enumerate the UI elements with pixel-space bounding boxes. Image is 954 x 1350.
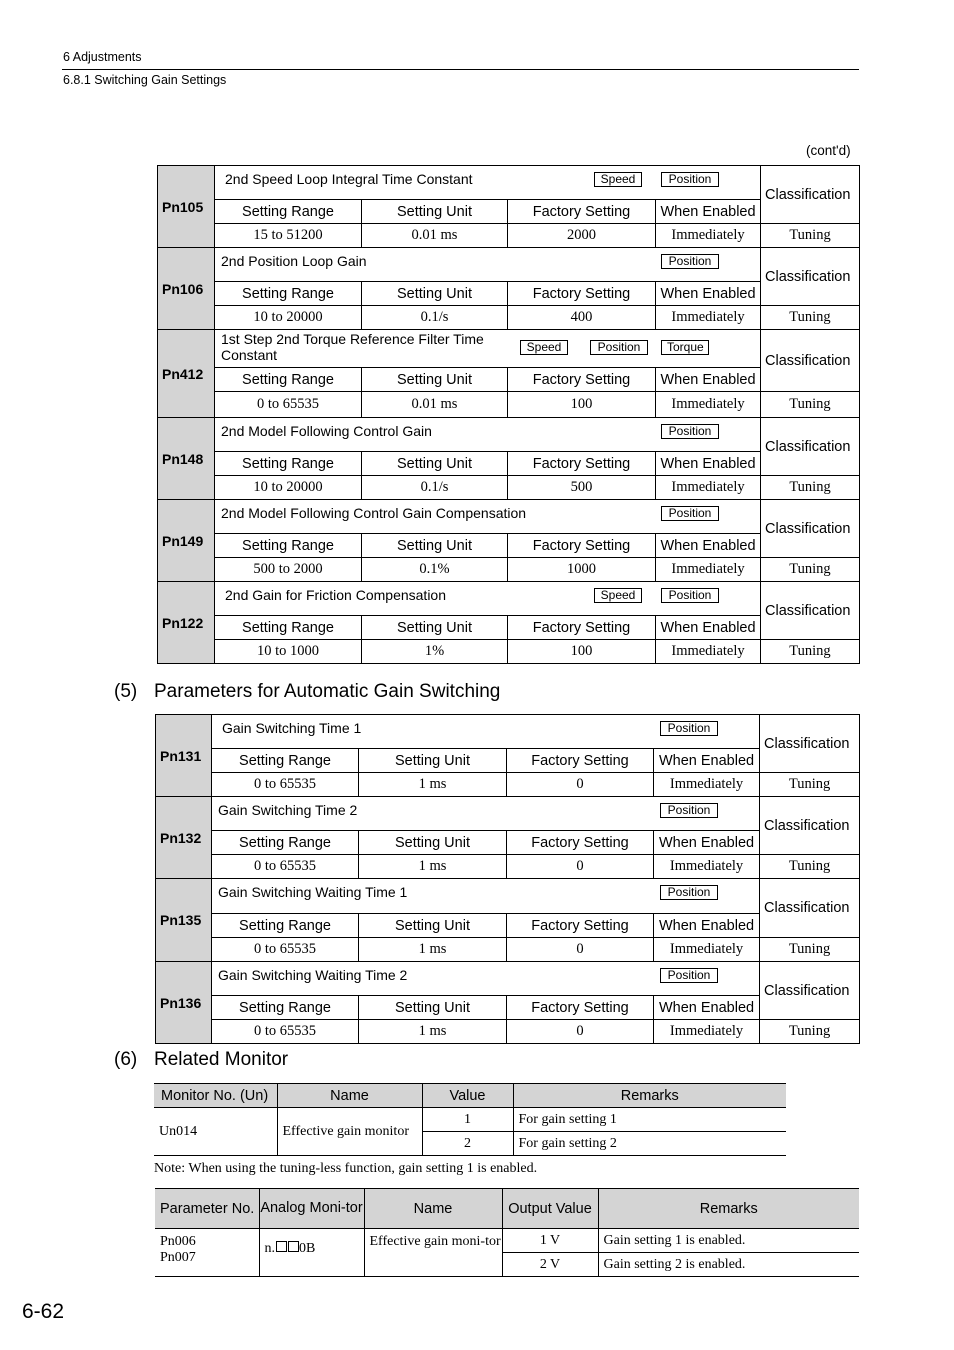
section-number: (6): [114, 1049, 138, 1070]
analog-name: Effective gain moni-tor: [364, 1229, 502, 1277]
setting-unit-label: Setting Unit: [362, 452, 508, 476]
section-heading-text: Parameters for Automatic Gain Switching: [154, 681, 501, 702]
classification-label: Classification: [760, 879, 860, 938]
monitor-remarks: For gain setting 1: [513, 1108, 786, 1132]
setting-unit-value: 0.01 ms: [362, 392, 508, 418]
position-tag: Position: [661, 506, 719, 521]
param-title: Gain Switching Waiting Time 1: [218, 884, 408, 900]
section-6-heading: [114, 1049, 288, 1071]
analog-monitor-table: [155, 1188, 859, 1277]
factory-setting-value: 0: [507, 1020, 654, 1044]
setting-unit-label: Setting Unit: [359, 831, 507, 855]
when-enabled-label: When Enabled: [656, 200, 761, 224]
setting-range-label: Setting Range: [215, 452, 362, 476]
parameter-no-1: Pn006: [160, 1234, 196, 1249]
classification-value: Tuning: [761, 558, 860, 582]
param-title-cell: [215, 166, 761, 200]
param-no: Pn106: [158, 248, 215, 330]
output-remarks: Gain setting 1 is enabled.: [598, 1229, 859, 1253]
when-enabled-label: When Enabled: [654, 749, 760, 773]
classification-value: Tuning: [760, 773, 860, 797]
setting-range-value: 10 to 1000: [215, 640, 362, 664]
param-table-pn131: [155, 714, 860, 797]
setting-range-label: Setting Range: [212, 831, 359, 855]
when-enabled-value: Immediately: [656, 392, 761, 418]
when-enabled-label: When Enabled: [656, 534, 761, 558]
param-title: 2nd Position Loop Gain: [221, 253, 367, 269]
param-table-pn106: [157, 247, 860, 330]
classification-label: Classification: [761, 500, 860, 558]
param-title-cell: [215, 500, 761, 534]
when-enabled-label: When Enabled: [656, 616, 761, 640]
setting-range-label: Setting Range: [215, 368, 362, 392]
contd-label: (cont'd): [806, 143, 851, 158]
parameter-no-2: Pn007: [160, 1250, 196, 1265]
classification-value: Tuning: [761, 392, 860, 418]
classification-label: Classification: [760, 962, 860, 1020]
when-enabled-value: Immediately: [654, 1020, 760, 1044]
param-no: Pn135: [156, 879, 212, 962]
when-enabled-value: Immediately: [656, 306, 761, 330]
placeholder-square-icon: [288, 1241, 299, 1252]
classification-value: Tuning: [761, 476, 860, 500]
param-title-cell: [212, 962, 760, 996]
factory-setting-label: Factory Setting: [508, 452, 656, 476]
position-tag: Position: [660, 968, 718, 983]
when-enabled-value: Immediately: [656, 476, 761, 500]
classification-label: Classification: [761, 418, 860, 476]
speed-tag: Speed: [520, 340, 568, 355]
factory-setting-value: 0: [507, 855, 654, 879]
placeholder-square-icon: [276, 1241, 287, 1252]
header-parameter-no: Parameter No.: [155, 1189, 259, 1229]
when-enabled-value: Immediately: [654, 938, 760, 962]
factory-setting-value: 100: [508, 392, 656, 418]
setting-range-value: 0 to 65535: [212, 1020, 359, 1044]
param-table-pn135: [155, 878, 860, 962]
setting-range-label: Setting Range: [215, 616, 362, 640]
header-remarks: Remarks: [598, 1189, 859, 1229]
setting-range-value: 500 to 2000: [215, 558, 362, 582]
param-title-cell: [215, 418, 761, 452]
output-value: 2 V: [502, 1253, 598, 1277]
param-table-pn412: [157, 329, 860, 418]
setting-unit-value: 1%: [362, 640, 508, 664]
chapter-title: 6 Adjustments: [63, 50, 142, 64]
when-enabled-label: When Enabled: [656, 452, 761, 476]
param-table-pn148: [157, 417, 860, 500]
monitor-no: Un014: [154, 1108, 277, 1156]
output-value: 1 V: [502, 1229, 598, 1253]
section-5-heading: [114, 681, 500, 703]
setting-unit-label: Setting Unit: [359, 749, 507, 773]
speed-tag: Speed: [594, 172, 642, 187]
param-table-pn122: [157, 581, 860, 664]
param-title: 2nd Model Following Control Gain Compensation: [221, 505, 527, 521]
header-output-value: Output Value: [502, 1189, 598, 1229]
analog-suffix: 0B: [299, 1241, 316, 1256]
factory-setting-label: Factory Setting: [508, 616, 656, 640]
setting-unit-value: 1 ms: [359, 855, 507, 879]
section-heading-text: Related Monitor: [154, 1049, 289, 1070]
when-enabled-label: When Enabled: [656, 282, 761, 306]
header-name: Name: [277, 1084, 422, 1108]
setting-unit-value: 0.1%: [362, 558, 508, 582]
classification-value: Tuning: [761, 640, 860, 664]
header-monitor-no: Monitor No. (Un): [154, 1084, 277, 1108]
factory-setting-value: 500: [508, 476, 656, 500]
setting-unit-label: Setting Unit: [359, 914, 507, 938]
classification-label: Classification: [760, 715, 860, 773]
setting-unit-label: Setting Unit: [359, 996, 507, 1020]
classification-value: Tuning: [761, 224, 860, 248]
position-tag: Position: [660, 885, 718, 900]
position-tag: Position: [660, 803, 718, 818]
param-title: 2nd Model Following Control Gain: [221, 423, 432, 439]
classification-label: Classification: [760, 797, 860, 855]
param-title: Gain Switching Waiting Time 2: [218, 967, 408, 983]
setting-unit-label: Setting Unit: [362, 282, 508, 306]
param-title: 2nd Gain for Friction Compensation: [225, 587, 446, 603]
factory-setting-value: 0: [507, 773, 654, 797]
when-enabled-value: Immediately: [654, 773, 760, 797]
factory-setting-label: Factory Setting: [507, 831, 654, 855]
when-enabled-value: Immediately: [654, 855, 760, 879]
page-number: 6-62: [22, 1300, 65, 1323]
header-analog-monitor: Analog Moni-tor: [259, 1189, 364, 1229]
setting-range-label: Setting Range: [215, 200, 362, 224]
setting-unit-value: 0.1/s: [362, 306, 508, 330]
param-title-cell: [215, 330, 761, 368]
setting-unit-label: Setting Unit: [362, 368, 508, 392]
param-title-cell: [215, 582, 761, 616]
when-enabled-value: Immediately: [656, 224, 761, 248]
factory-setting-label: Factory Setting: [508, 368, 656, 392]
factory-setting-label: Factory Setting: [508, 282, 656, 306]
position-tag: Position: [661, 172, 719, 187]
when-enabled-label: When Enabled: [656, 368, 761, 392]
setting-range-label: Setting Range: [215, 282, 362, 306]
analog-monitor-value: [259, 1229, 364, 1277]
factory-setting-label: Factory Setting: [508, 534, 656, 558]
torque-tag: Torque: [661, 340, 709, 355]
header-remarks: Remarks: [513, 1084, 786, 1108]
header-rule: [62, 69, 859, 70]
param-title: 2nd Speed Loop Integral Time Constant: [225, 171, 473, 187]
factory-setting-value: 2000: [508, 224, 656, 248]
setting-range-value: 0 to 65535: [215, 392, 362, 418]
param-title: Gain Switching Time 1: [222, 720, 362, 736]
classification-value: Tuning: [760, 855, 860, 879]
position-tag: Position: [661, 588, 719, 603]
param-no: Pn122: [158, 582, 215, 664]
param-no: Pn132: [156, 797, 212, 879]
section-number: (5): [114, 681, 138, 702]
param-table-pn132: [155, 796, 860, 879]
setting-range-value: 10 to 20000: [215, 476, 362, 500]
param-no: Pn105: [158, 166, 215, 248]
note-text: Note: When using the tuning-less function, gain setting 1 is enabled.: [154, 1161, 538, 1176]
monitor-remarks: For gain setting 2: [513, 1132, 786, 1156]
setting-unit-label: Setting Unit: [362, 200, 508, 224]
param-title: 1st Step 2nd Torque Reference Filter Time Constant: [221, 331, 484, 363]
parameter-numbers: [155, 1229, 259, 1277]
factory-setting-value: 400: [508, 306, 656, 330]
param-no: Pn136: [156, 962, 212, 1044]
param-title-cell: [212, 797, 760, 831]
section-title: 6.8.1 Switching Gain Settings: [63, 73, 227, 87]
setting-range-value: 10 to 20000: [215, 306, 362, 330]
output-remarks: Gain setting 2 is enabled.: [598, 1253, 859, 1277]
factory-setting-label: Factory Setting: [507, 996, 654, 1020]
classification-value: Tuning: [760, 938, 860, 962]
param-no: Pn131: [156, 715, 212, 797]
when-enabled-value: Immediately: [656, 640, 761, 664]
param-title-cell: [212, 715, 760, 749]
param-title-cell: [212, 879, 760, 914]
setting-unit-value: 1 ms: [359, 1020, 507, 1044]
factory-setting-label: Factory Setting: [508, 200, 656, 224]
when-enabled-label: When Enabled: [654, 831, 760, 855]
when-enabled-label: When Enabled: [654, 914, 760, 938]
monitor-table: [154, 1083, 786, 1156]
analog-prefix: n.: [264, 1241, 275, 1256]
header-name: Name: [364, 1189, 502, 1229]
setting-unit-label: Setting Unit: [362, 616, 508, 640]
classification-label: Classification: [761, 248, 860, 306]
classification-value: Tuning: [760, 1020, 860, 1044]
position-tag: Position: [590, 340, 648, 355]
param-table-pn149: [157, 499, 860, 582]
monitor-value: 1: [422, 1108, 513, 1132]
monitor-value: 2: [422, 1132, 513, 1156]
param-no: Pn148: [158, 418, 215, 500]
setting-unit-value: 0.1/s: [362, 476, 508, 500]
when-enabled-value: Immediately: [656, 558, 761, 582]
param-no: Pn149: [158, 500, 215, 582]
classification-value: Tuning: [761, 306, 860, 330]
param-title: Gain Switching Time 2: [218, 802, 358, 818]
position-tag: Position: [661, 424, 719, 439]
param-no: Pn412: [158, 330, 215, 418]
setting-range-label: Setting Range: [215, 534, 362, 558]
factory-setting-value: 1000: [508, 558, 656, 582]
classification-label: Classification: [761, 582, 860, 640]
setting-range-label: Setting Range: [212, 996, 359, 1020]
position-tag: Position: [661, 254, 719, 269]
factory-setting-label: Factory Setting: [507, 749, 654, 773]
monitor-name: Effective gain monitor: [277, 1108, 422, 1156]
classification-label: Classification: [761, 166, 860, 224]
speed-tag: Speed: [594, 588, 642, 603]
position-tag: Position: [660, 721, 718, 736]
setting-range-value: 0 to 65535: [212, 773, 359, 797]
param-table-pn136: [155, 961, 860, 1044]
param-title-cell: [215, 248, 761, 282]
setting-unit-label: Setting Unit: [362, 534, 508, 558]
setting-range-label: Setting Range: [212, 749, 359, 773]
header-value: Value: [422, 1084, 513, 1108]
param-table-pn105: [157, 165, 860, 248]
setting-range-value: 15 to 51200: [215, 224, 362, 248]
setting-range-label: Setting Range: [212, 914, 359, 938]
setting-range-value: 0 to 65535: [212, 855, 359, 879]
when-enabled-label: When Enabled: [654, 996, 760, 1020]
classification-label: Classification: [761, 330, 860, 392]
factory-setting-label: Factory Setting: [507, 914, 654, 938]
setting-unit-value: 1 ms: [359, 938, 507, 962]
setting-unit-value: 0.01 ms: [362, 224, 508, 248]
factory-setting-value: 100: [508, 640, 656, 664]
setting-unit-value: 1 ms: [359, 773, 507, 797]
factory-setting-value: 0: [507, 938, 654, 962]
setting-range-value: 0 to 65535: [212, 938, 359, 962]
